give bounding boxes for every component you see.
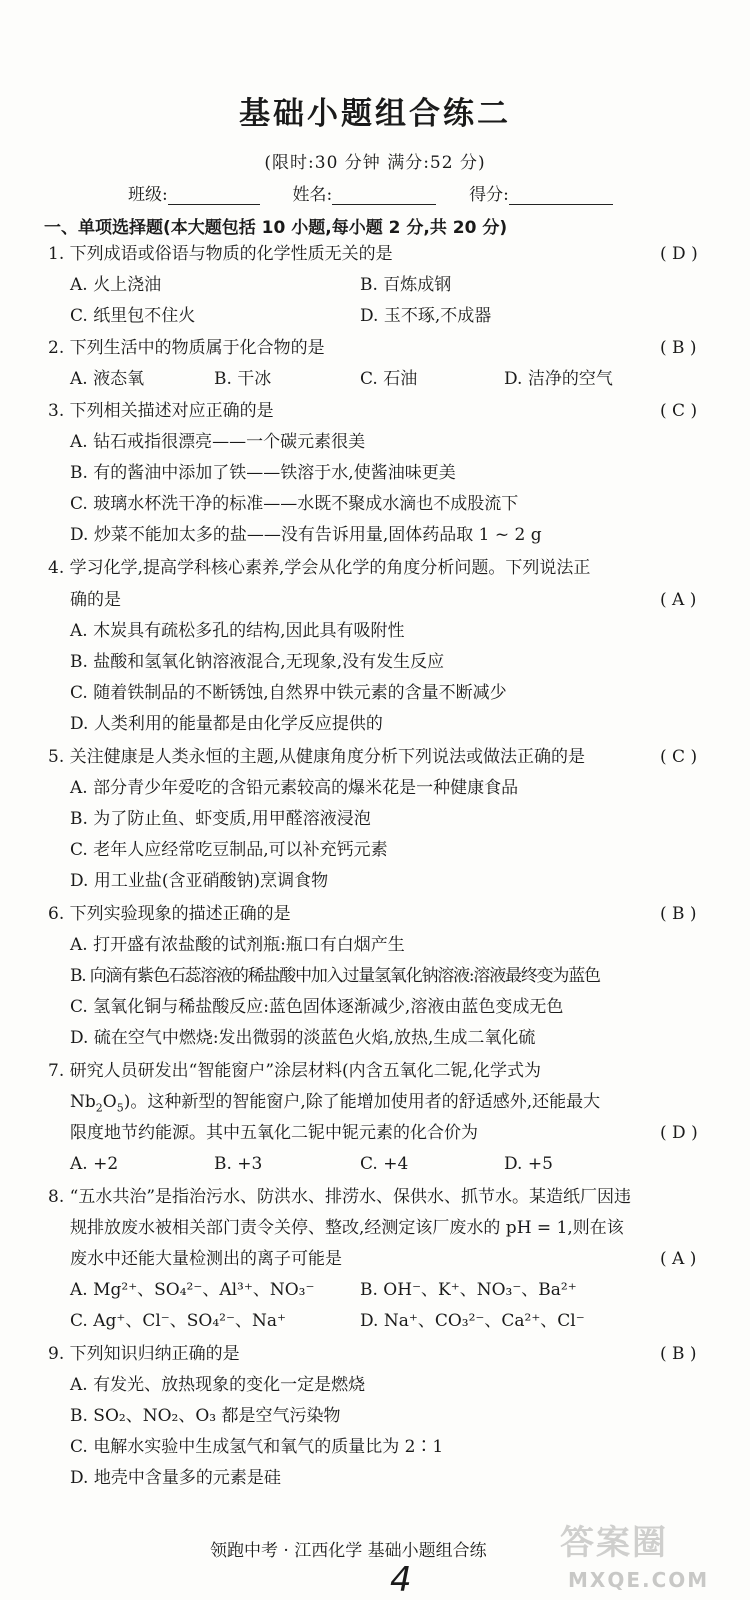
- question-4-option-b: B. 盐酸和氢氧化钠溶液混合,无现象,没有发生反应: [70, 652, 445, 672]
- question-4-option-a: A. 木炭具有疏松多孔的结构,因此具有吸附性: [70, 621, 405, 641]
- question-3-option-a: A. 钻石戒指很漂亮——一个碳元素很美: [70, 432, 366, 452]
- class-field[interactable]: [168, 186, 260, 205]
- question-5-answer: ( C ): [660, 747, 698, 767]
- question-9-stem: 9. 下列知识归纳正确的是: [48, 1344, 240, 1364]
- question-1-answer: ( D ): [660, 244, 698, 264]
- question-7-option-d: D. +5: [504, 1154, 553, 1174]
- question-3-option-b: B. 有的酱油中添加了铁——铁溶于水,使酱油味更美: [70, 463, 456, 483]
- question-3-option-c: C. 玻璃水杯洗干净的标准——水既不聚成水滴也不成股流下: [70, 494, 519, 514]
- question-5-option-a: A. 部分青少年爱吃的含铅元素较高的爆米花是一种健康食品: [70, 778, 519, 798]
- score-field[interactable]: [509, 186, 613, 205]
- question-7-stem-cont: $Nb_2O_5$)。这种新型的智能窗户,除了能增加使用者的舒适感外,还能最大: [70, 1092, 601, 1115]
- question-8-option-a: A. Mg²⁺、SO₄²⁻、Al³⁺、NO₃⁻: [70, 1280, 315, 1300]
- question-9-option-d: D. 地壳中含量多的元素是硅: [70, 1468, 281, 1488]
- question-5-option-b: B. 为了防止鱼、虾变质,用甲醛溶液浸泡: [70, 809, 371, 829]
- question-6-option-a: A. 打开盛有浓盐酸的试剂瓶:瓶口有白烟产生: [70, 935, 405, 955]
- question-6-stem: 6. 下列实验现象的描述正确的是: [48, 904, 291, 924]
- class-label: 班级:: [128, 185, 168, 205]
- question-3-option-d: D. 炒菜不能加太多的盐——没有告诉用量,固体药品取 1 ~ 2 g: [70, 525, 542, 545]
- question-7-stem-cont2: 限度地节约能源。其中五氧化二铌中铌元素的化合价为: [70, 1123, 478, 1143]
- page-title: 基础小题组合练二: [239, 96, 511, 132]
- question-9-option-c: C. 电解水实验中生成氢气和氧气的质量比为 2∶1: [70, 1437, 444, 1457]
- question-6-option-b: B. 向滴有紫色石蕊溶液的稀盐酸中加入过量氢氧化钠溶液:溶液最终变为蓝色: [70, 966, 600, 986]
- question-2-option-b: B. 干冰: [214, 369, 272, 389]
- student-info-row: [128, 180, 613, 205]
- question-6-option-d: D. 硫在空气中燃烧:发出微弱的淡蓝色火焰,放热,生成二氧化硫: [70, 1028, 536, 1048]
- question-8-option-b: B. OH⁻、K⁺、NO₃⁻、Ba²⁺: [360, 1280, 577, 1300]
- question-4-option-d: D. 人类利用的能量都是由化学反应提供的: [70, 714, 383, 734]
- question-8-stem: 8. “五水共治”是指治污水、防洪水、排涝水、保供水、抓节水。某造纸厂因违: [48, 1187, 632, 1207]
- question-1-option-d: D. 玉不琢,不成器: [360, 306, 492, 326]
- question-9-answer: ( B ): [660, 1344, 697, 1364]
- question-5-option-c: C. 老年人应经常吃豆制品,可以补充钙元素: [70, 840, 388, 860]
- question-6-answer: ( B ): [660, 904, 697, 924]
- question-7-answer: ( D ): [660, 1123, 698, 1143]
- question-3-answer: ( C ): [660, 401, 698, 421]
- question-3-stem: 3. 下列相关描述对应正确的是: [48, 401, 274, 421]
- question-7-option-b: B. +3: [214, 1154, 263, 1174]
- question-4-option-c: C. 随着铁制品的不断锈蚀,自然界中铁元素的含量不断减少: [70, 683, 507, 703]
- section-heading: 一、单项选择题(本大题包括 10 小题,每小题 2 分,共 20 分): [44, 218, 508, 238]
- question-5-option-d: D. 用工业盐(含亚硝酸钠)烹调食物: [70, 871, 329, 891]
- question-8-stem-cont2: 废水中还能大量检测出的离子可能是: [70, 1249, 342, 1269]
- name-field[interactable]: [332, 186, 436, 205]
- question-8-answer: ( A ): [660, 1249, 697, 1269]
- question-2-option-c: C. 石油: [360, 369, 418, 389]
- question-7-option-c: C. +4: [360, 1154, 409, 1174]
- question-7-option-a: A. +2: [70, 1154, 119, 1174]
- question-2-option-d: D. 洁净的空气: [504, 369, 613, 389]
- page-footer: 领跑中考 · 江西化学 基础小题组合练: [210, 1541, 487, 1561]
- name-label: 姓名:: [292, 185, 333, 205]
- question-4-stem-cont: 确的是: [70, 590, 121, 610]
- question-2-option-a: A. 液态氧: [70, 369, 145, 389]
- watermark-logo: 答案圈: [560, 1523, 668, 1563]
- question-4-stem: 4. 学习化学,提高学科核心素养,学会从化学的角度分析问题。下列说法正: [48, 558, 591, 578]
- question-2-answer: ( B ): [660, 338, 697, 358]
- question-2-stem: 2. 下列生活中的物质属于化合物的是: [48, 338, 325, 358]
- question-1-option-b: B. 百炼成钢: [360, 275, 452, 295]
- question-1-stem: 1. 下列成语或俗语与物质的化学性质无关的是: [48, 244, 393, 264]
- question-9-option-b: B. SO₂、NO₂、O₃ 都是空气污染物: [70, 1406, 341, 1426]
- watermark-url: MXQE.COM: [568, 1568, 710, 1592]
- question-7-stem: 7. 研究人员研发出“智能窗户”涂层材料(内含五氧化二铌,化学式为: [48, 1061, 542, 1081]
- question-8-option-d: D. Na⁺、CO₃²⁻、Ca²⁺、Cl⁻: [360, 1311, 585, 1331]
- question-8-stem-cont: 规排放废水被相关部门责令关停、整改,经测定该厂废水的 pH = 1,则在该: [70, 1218, 624, 1238]
- time-limit-info: (限时:30 分钟 满分:52 分): [264, 153, 486, 173]
- score-label: 得分:: [469, 185, 509, 205]
- question-5-stem: 5. 关注健康是人类永恒的主题,从健康角度分析下列说法或做法正确的是: [48, 747, 586, 767]
- page-number: 4: [390, 1560, 412, 1600]
- question-8-option-c: C. Ag⁺、Cl⁻、SO₄²⁻、Na⁺: [70, 1311, 286, 1331]
- question-1-option-c: C. 纸里包不住火: [70, 306, 196, 326]
- question-4-answer: ( A ): [660, 590, 697, 610]
- question-6-option-c: C. 氢氧化铜与稀盐酸反应:蓝色固体逐渐减少,溶液由蓝色变成无色: [70, 997, 564, 1017]
- question-9-option-a: A. 有发光、放热现象的变化一定是燃烧: [70, 1375, 366, 1395]
- question-1-option-a: A. 火上浇油: [70, 275, 162, 295]
